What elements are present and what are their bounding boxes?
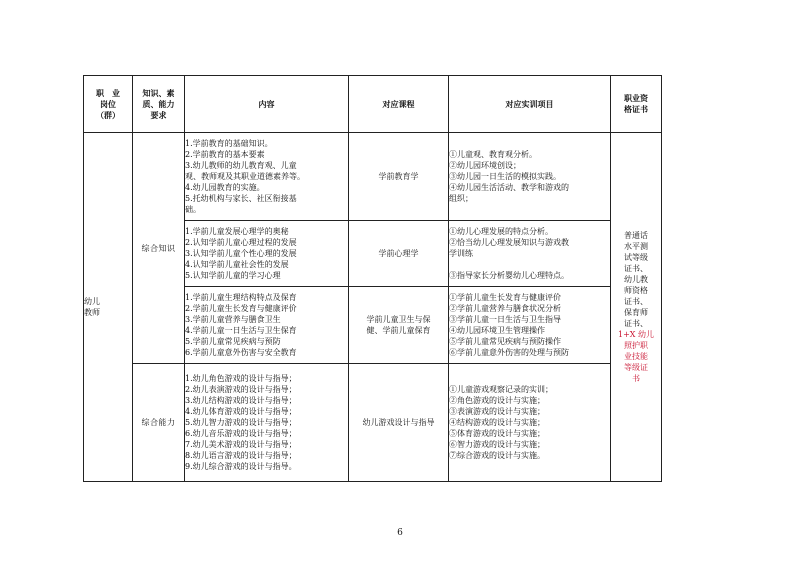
content-cell: 1.幼儿角色游戏的设计与指导； 2.幼儿表演游戏的设计与指导； 3.幼儿结构游戏的设计与指导； 4.幼儿体育游戏的设计与指导； 5.幼儿智力游戏的设计与指导； 6.幼儿音乐游戏的设计与指导； 7.幼儿美术游戏的设计与指导； 8.幼儿语言游戏的设计与指导； 9.幼儿综合游戏的设计与指导。 xyxy=(185,364,349,482)
table-row xyxy=(84,364,662,482)
certificate-black-text: 普通话 水平测 试等级 证书、 幼儿教 师资格 证书、 保育师 证书、 xyxy=(624,231,648,328)
certificate-cell xyxy=(611,133,662,482)
header-position: 职 业 岗位 （群） xyxy=(84,76,133,133)
table-row xyxy=(84,133,662,221)
course-cell: 学前儿童卫生与保 健、学前儿童保育 xyxy=(349,287,449,364)
knowledge-cell-comprehensive-ability: 综合能力 xyxy=(133,364,185,482)
page-number: 6 xyxy=(397,528,403,538)
training-cell: ①学前儿童生长发育与健康评价 ②学前儿童营养与膳食状况分析 ③学前儿童一日生活与卫生指导 ④幼儿园环境卫生管理操作 ⑤学前儿童常见疾病与预防操作 ⑥学前儿童意外伤害的处理与预防 xyxy=(449,287,611,364)
training-cell: ①幼儿心理发展的特点分析。 ②恰当幼儿心理发展知识与游戏教 学训练 ③指导家长分析婴幼儿心理特点。 xyxy=(449,221,611,287)
header-course: 对应课程 xyxy=(349,76,449,133)
training-cell: ①儿童游戏观察记录的实训； ②角色游戏的设计与实施； ③表演游戏的设计与实施； ④结构游戏的设计与实施； ⑤体育游戏的设计与实施； ⑥智力游戏的设计与实施； ⑦综合游戏的设计与实施。 xyxy=(449,364,611,482)
content-cell: 1.学前儿童生理结构特点及保育 2.学前儿童生长发育与健康评价 3.学前儿童营养与膳食卫生 4.学前儿童一日生活与卫生保育 5.学前儿童常见疾病与预防 6.学前儿童意外伤害与安全教育 xyxy=(185,287,349,364)
header-training: 对应实训项目 xyxy=(449,76,611,133)
certificate-red-text: 1+X 幼儿 照护职 业技能 等级证 书 xyxy=(617,330,655,383)
knowledge-cell-comprehensive-knowledge: 综合知识 xyxy=(133,133,185,364)
curriculum-table xyxy=(83,75,662,482)
content-cell: 1.学前儿童发展心理学的奥秘 2.认知学前儿童心理过程的发展 3.认知学前儿童个性心理的发展 4.认知学前儿童社会性的发展 5.认知学前儿童的学习心理 xyxy=(185,221,349,287)
header-content: 内容 xyxy=(185,76,349,133)
course-cell: 幼儿游戏设计与指导 xyxy=(349,364,449,482)
training-cell: ①儿童观、教育观分析。 ②幼儿园环境创设； ③幼儿园一日生活的模拟实践。 ④幼儿园生活活动、教学和游戏的 组织； xyxy=(449,133,611,221)
course-cell: 学前心理学 xyxy=(349,221,449,287)
position-cell: 幼儿 教师 xyxy=(84,133,133,482)
header-certificate: 职业资 格证书 xyxy=(611,76,662,133)
content-cell: 1.学前教育的基础知识。 2.学前教育的基本要素 3.幼儿教师的幼儿教育观、儿童 观、教师观及其职业道德素养等。 4.幼儿园教育的实施。 5.托幼机构与家长、社区衔接基 础。 xyxy=(185,133,349,221)
header-knowledge: 知识、素 质、能力 要求 xyxy=(133,76,185,133)
header-row xyxy=(84,76,662,133)
course-cell: 学前教育学 xyxy=(349,133,449,221)
